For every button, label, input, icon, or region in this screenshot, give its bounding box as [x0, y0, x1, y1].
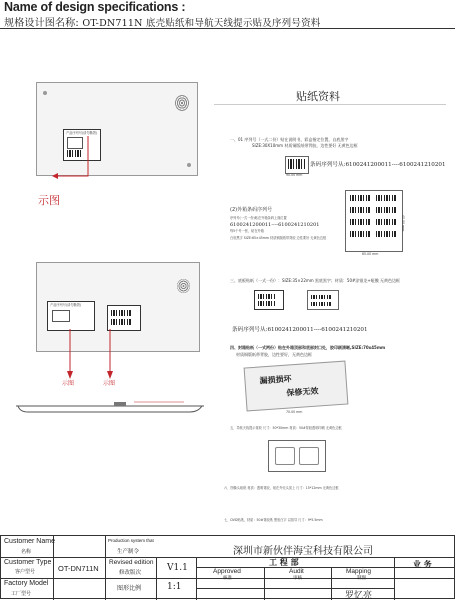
- spec-section-title: 贴纸资料: [296, 90, 340, 103]
- serial-range-1-value: 6100241200011----6100241210201: [345, 162, 446, 168]
- approved-cn: 核准: [223, 576, 232, 581]
- col-divider: [156, 557, 157, 600]
- spec-item-4: 四、封箱贴纸（一式两份）贴在外箱顶部和底部封口处，胶印刷清晰,SIZE:70x45mm: [230, 345, 386, 350]
- outer-box-barcode: [350, 219, 370, 225]
- sticker-illustration-2: [52, 310, 70, 322]
- spec-title-cn-value: OT-DN711N 底壳贴纸和导航天线提示贴及序列号资料: [82, 18, 321, 29]
- version-value: V1.1: [167, 563, 188, 573]
- bottom-sticker-barcode: [311, 302, 331, 306]
- antenna-illustration: [275, 447, 295, 465]
- company-name: 深圳市新伙伴海宝科技有限公司: [233, 546, 373, 557]
- serial-range-3: [232, 325, 368, 333]
- outer-box-barcode: [350, 195, 370, 201]
- vent-grille: [175, 95, 189, 111]
- audit-en: Audit: [289, 568, 304, 575]
- audit-cn: 审核: [293, 576, 302, 581]
- spec-title-cn-label: 规格设计图名称:: [4, 18, 79, 29]
- engineering-dept: 工 程 部: [269, 558, 299, 567]
- title-block: [0, 535, 455, 599]
- bottom-label-barcode: [111, 310, 131, 316]
- revised-cn: 修改版次: [119, 570, 142, 576]
- spec-title-rule: [214, 104, 446, 105]
- outer-box-barcode: [376, 231, 396, 237]
- outer-box-barcode: [350, 231, 370, 237]
- seal-dim: 70.00 mm: [286, 410, 303, 414]
- col-divider: [331, 567, 332, 600]
- screw-hole: [187, 163, 191, 167]
- outer-box-barcode: [376, 207, 396, 213]
- spec-item-1: 一、01 序列号（一式二份）贴在说明书、彩盒指定位置，自底黑字: [230, 137, 349, 142]
- antenna-sticker: [268, 440, 326, 472]
- barcode-sample-1: [285, 156, 309, 174]
- figure-label-1: 示图: [38, 194, 60, 207]
- header-divider: [0, 28, 455, 29]
- production-cn: 生产制令: [117, 549, 140, 555]
- bottom-sticker-sample-2: [307, 290, 339, 310]
- row-divider: [1, 557, 455, 558]
- drafter-name: 罗忆亮: [345, 591, 373, 601]
- spec-item-2-line4: 白底黑字 SIZE:65×45mm 材质铜版纸带背胶 边性要好 无黄色边框: [230, 236, 327, 240]
- barcode-sample-1-bars: [288, 159, 305, 169]
- revised-en: Revised edition: [109, 559, 154, 566]
- model-value: OT-DN711N: [58, 564, 99, 573]
- customer-name-en: Customer Name: [4, 538, 55, 545]
- serial-prefix-1: 条码序列号从:: [310, 162, 346, 168]
- seal-sticker: [244, 360, 349, 411]
- bottom-sticker-sample: [254, 290, 284, 310]
- spec-item-2-line2: 6100241200011----6100241210201: [230, 222, 320, 228]
- spec-item-2-line3: 每5个号一张，贴在外箱: [230, 229, 264, 233]
- spec-item-5: 五、导航天线提示背胶 尺寸：50*30mm 材质：50#背胶透明印刷 无黄色边框: [230, 426, 342, 430]
- vent-grille: [177, 279, 190, 293]
- spec-item-4-line2: 材质铜版纸带背胶，边性要好，无黄色边框: [236, 352, 312, 357]
- callout-arrow-1: [40, 124, 100, 194]
- serial-range-1: [310, 160, 446, 168]
- spec-item-7: 七、DVD贴纸，材质：50#背胶纸 黑底白字 以指导 尺寸：9*5.5mm: [224, 518, 323, 522]
- outer-box-barcode: [350, 207, 370, 213]
- device-side-view: [14, 392, 210, 422]
- approved-en: Approved: [213, 568, 241, 575]
- col-divider: [394, 557, 395, 600]
- seal-text-2: 保修无效: [286, 386, 319, 398]
- screw-hole: [43, 91, 47, 95]
- callout-arrows-2: [40, 325, 150, 385]
- outer-box-barcode: [376, 195, 396, 201]
- factory-model-en: Factory Model: [4, 580, 49, 587]
- seal-text-1: 漏损损坏: [259, 374, 292, 386]
- bottom-sticker-barcode: [258, 301, 276, 306]
- factory-model-cn: 工厂型号: [11, 591, 32, 597]
- col-divider: [196, 557, 197, 600]
- sticker-title-2: 产品序列号(请勿撕毁): [50, 303, 82, 307]
- spec-item-2-title: (2)外箱条码序列号: [230, 207, 273, 213]
- customer-name-cn: 名称: [21, 549, 32, 555]
- bottom-sticker-barcode: [258, 294, 276, 299]
- col-divider: [264, 567, 265, 600]
- col-divider: [53, 536, 54, 600]
- col-divider: [105, 536, 106, 600]
- barcode-dim-1: 90.00 mm: [286, 173, 303, 177]
- spec-title-en: Name of design specifications :: [4, 0, 186, 14]
- serial-prefix-3: 条码序列号从:: [232, 327, 268, 333]
- mapping-cn: 制图: [357, 576, 366, 581]
- outer-box-dim-w: 65.00 mm: [362, 252, 379, 256]
- figure-label-3: 示图: [103, 380, 116, 387]
- sticker-title: 产品序列号(请勿撕毁): [66, 131, 98, 135]
- outer-box-label: [345, 190, 403, 252]
- production-en: Production system that: [108, 538, 154, 543]
- scale-value: 1:1: [167, 582, 182, 592]
- customer-type-en: Customer Type: [4, 559, 52, 566]
- outer-box-barcode: [376, 219, 396, 225]
- mapping-en: Mapping: [346, 568, 371, 575]
- business-dept: 业 务: [413, 560, 432, 569]
- spec-title-cn: [4, 14, 320, 29]
- figure-label-2: 示图: [62, 380, 75, 387]
- spec-item-1-size: SIZE:30X10mm 材质铜版纸带背胶，边性要好 无黄色边框: [252, 143, 358, 148]
- spec-item-2-line1: 序列号(一式一份)贴在外箱条码上面位置: [230, 216, 287, 220]
- spec-item-6: 六、图像头贴纸 材质：透明背胶，贴在外壳头顶上 尺寸：15*12mm 无黄色边框: [224, 486, 339, 490]
- bottom-sticker-barcode: [311, 295, 331, 299]
- antenna-illustration-2: [299, 447, 319, 465]
- customer-type-cn: 客户型号: [15, 569, 36, 575]
- scale-label: 图形比例: [117, 585, 142, 592]
- serial-range-3-value: 6100241200011----6100241210201: [267, 327, 368, 333]
- outer-box-dim-h: 45.00 mm: [401, 215, 405, 232]
- spec-item-3: 三、底板贴纸（一式一份）：SIZE:35×22mm 黑底黑字；材质：50#涂银龙+哑膜 无黄色边框: [230, 278, 400, 283]
